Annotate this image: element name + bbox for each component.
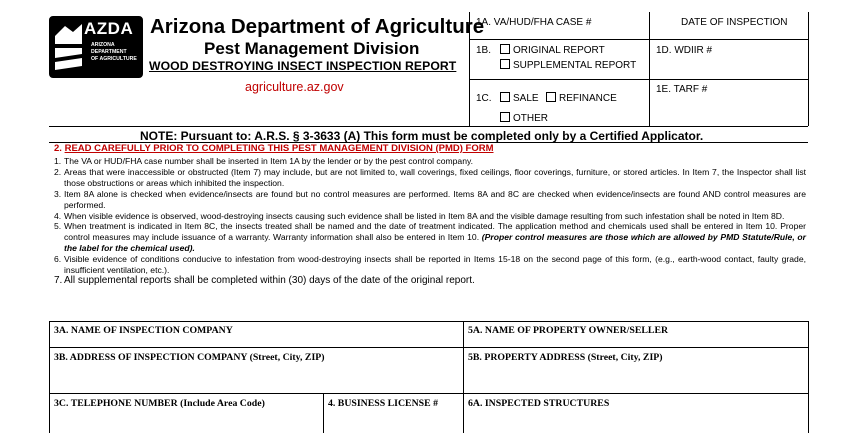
instructions-heading-text: READ CAREFULLY PRIOR TO COMPLETING THIS PEST MANAGEMENT DIVISION (PMD) FORM [64, 143, 494, 154]
instruction-number: 1. [54, 156, 62, 166]
instruction-text: Visible evidence of conditions conducive to infestation from wood-destroying insects shall be reported in Items 15-18 on the second page of this form, (e.g., earth-wood contact, faulty grade, insufficient ventilation, etc.). [64, 254, 806, 276]
inspection-date-label: DATE OF INSPECTION [681, 17, 788, 28]
grid-line [49, 321, 50, 433]
instructions-list [54, 156, 806, 287]
instruction-number: 5. [54, 221, 62, 232]
supplemental-report-option[interactable] [500, 59, 636, 71]
azda-logo [49, 16, 143, 78]
instruction-text: When visible evidence is observed, wood-destroying insects causing such evidence shall be listed in Item 8A and the visible damage resulting from such infestation shall be noted in Item 8D. [64, 210, 785, 221]
instruction-item [54, 221, 806, 254]
other-option[interactable] [500, 112, 548, 124]
instruction-text: When treatment is indicated in Item 8C, the insects treated shall be named and the date of treatment indicated. The application method and chemicals used shall be entered in Item 10. Proper control measures may include issuance of a warranty. Warranty information shall also be entered in Item 10. [64, 221, 806, 243]
inspection-company-field[interactable]: 3A. NAME OF INSPECTION COMPANY [54, 325, 233, 336]
telephone-field[interactable]: 3C. TELEPHONE NUMBER (Include Area Code) [54, 398, 265, 409]
refinance-option[interactable] [546, 92, 617, 104]
refinance-text: REFINANCE [559, 93, 617, 104]
instruction-text: All supplemental reports shall be completed within (30) days of the date of the original report. [64, 274, 475, 286]
report-title: WOOD DESTROYING INSECT INSPECTION REPORT [149, 59, 457, 73]
grid-line [49, 126, 808, 127]
instruction-number: 6. [54, 254, 62, 265]
logo-wordmark: AZDA [84, 19, 134, 38]
property-address-field[interactable]: 5B. PROPERTY ADDRESS (Street, City, ZIP) [468, 352, 663, 363]
supplemental-report-checkbox[interactable] [500, 59, 510, 69]
grid-line [323, 393, 324, 433]
instructions-heading [54, 143, 494, 154]
grid-line [649, 12, 650, 126]
instruction-number: 3. [54, 188, 62, 199]
tarf-label: 1E. TARF # [656, 84, 708, 95]
instruction-item [54, 211, 806, 222]
original-report-option[interactable] [500, 44, 605, 56]
grid-line [49, 393, 808, 394]
instruction-number: 7. [54, 274, 63, 286]
instruction-item [54, 167, 806, 189]
website-link[interactable]: agriculture.az.gov [245, 80, 344, 94]
sale-text: SALE [513, 93, 539, 104]
refinance-checkbox[interactable] [546, 92, 556, 102]
grid-line [49, 321, 808, 322]
other-checkbox[interactable] [500, 112, 510, 122]
item-1b-label: 1B. [476, 45, 492, 56]
business-license-field[interactable]: 4. BUSINESS LICENSE # [328, 398, 438, 409]
other-text: OTHER [513, 113, 548, 124]
sale-checkbox[interactable] [500, 92, 510, 102]
instruction-text: Item 8A alone is checked when evidence/insects are found but no control measures are performed. Items 8A and 8C are checked when evidence/insects are found AND control measures are performed. [64, 188, 806, 210]
division-title: Pest Management Division [204, 39, 420, 58]
grid-line [463, 321, 464, 433]
instruction-item [54, 254, 806, 276]
instruction-number: 2. [54, 166, 62, 177]
instruction-text: Areas that were inaccessible or obstructed (Item 7) may include, but are not limited to, wall coverings, fixed ceilings, floor coverings, furniture, or stored articles. In Item 7, the Inspector shall list those obstructions or areas which inhibited the inspection. [64, 166, 806, 188]
logo-line: ARIZONA [91, 42, 115, 48]
certified-applicator-note: NOTE: Pursuant to: A.R.S. § 3-3633 (A) This form must be completed only by a Certified Applicator. [140, 129, 704, 143]
original-report-checkbox[interactable] [500, 44, 510, 54]
property-owner-field[interactable]: 5A. NAME OF PROPERTY OWNER/SELLER [468, 325, 669, 336]
instructions-heading-number: 2. [54, 143, 62, 154]
logo-line: DEPARTMENT [91, 49, 127, 55]
company-address-field[interactable]: 3B. ADDRESS OF INSPECTION COMPANY (Street, City, ZIP) [54, 352, 325, 363]
case-number-label: 1A. VA/HUD/FHA CASE # [476, 17, 592, 28]
grid-line [49, 347, 808, 348]
supplemental-report-text: SUPPLEMENTAL REPORT [513, 60, 637, 71]
instruction-italic-note: (Proper control measures are those which are allowed by PMD Statute/Rule, or the label for the chemical used). [64, 232, 806, 254]
inspected-structures-field[interactable]: 6A. INSPECTED STRUCTURES [468, 398, 610, 409]
wdiir-label: 1D. WDIIR # [656, 45, 713, 56]
grid-line [808, 12, 809, 126]
mountain-emblem-icon [51, 18, 87, 76]
grid-line [808, 321, 809, 433]
logo-line: OF AGRICULTURE [91, 56, 137, 62]
item-1c-label: 1C. [476, 93, 492, 104]
grid-line [469, 12, 470, 126]
instruction-text: The VA or HUD/FHA case number shall be inserted in Item 1A by the lender or by the pest control company. [64, 156, 474, 166]
agency-title: Arizona Department of Agriculture [150, 15, 485, 38]
sale-option[interactable] [500, 92, 539, 104]
grid-line [469, 79, 809, 80]
instruction-item [54, 156, 806, 167]
original-report-text: ORIGINAL REPORT [513, 45, 605, 56]
instruction-item [54, 276, 806, 287]
instruction-number: 4. [54, 210, 62, 221]
instruction-item [54, 189, 806, 211]
grid-line [469, 39, 809, 40]
